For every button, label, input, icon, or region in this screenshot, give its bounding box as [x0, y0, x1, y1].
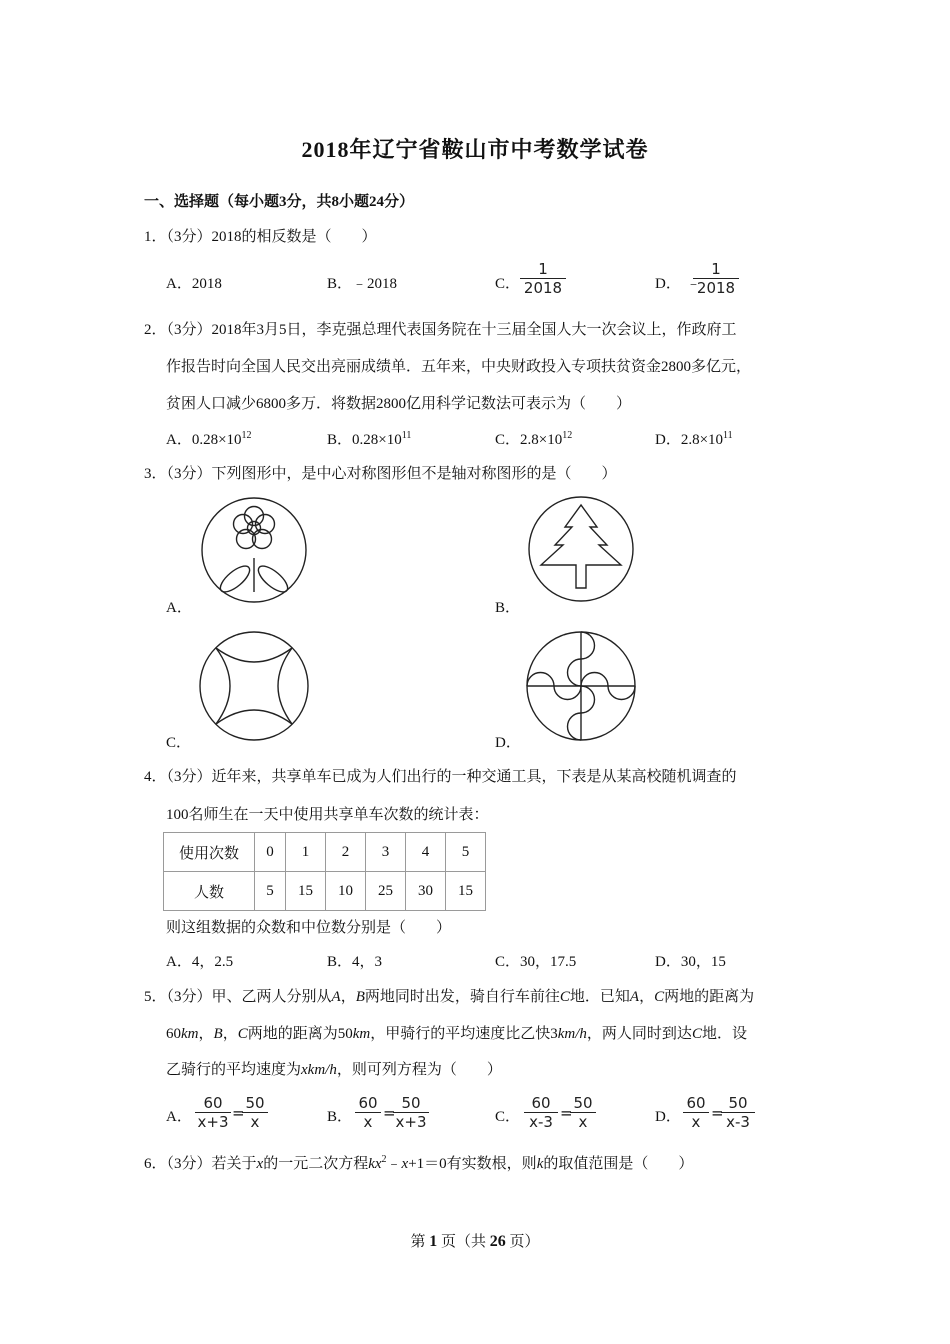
- section-heading: 一、选择题（每小题3分，共8小题24分）: [144, 194, 415, 210]
- q5-text: 60: [166, 1026, 181, 1042]
- q6-var: x: [256, 1156, 264, 1172]
- q5-text: ，: [222, 1026, 238, 1042]
- table-cell: 10: [326, 872, 366, 911]
- usage-statistics-table: [163, 832, 486, 911]
- q6-text: +1＝0有实数根，则: [408, 1156, 537, 1172]
- q5-b-equals: =: [383, 1104, 396, 1122]
- table-cell: 2: [326, 833, 366, 872]
- q6-text: 的取值范围是（ ）: [543, 1156, 694, 1172]
- q5-d-fraction-2: [721, 1094, 755, 1131]
- q5-unit: km: [352, 1026, 371, 1042]
- q5-b-num-2: 50: [401, 1094, 421, 1112]
- table-cell: 30: [406, 872, 446, 911]
- q5-d-equals: =: [711, 1104, 724, 1122]
- q5-unit: km: [181, 1026, 199, 1042]
- q5-text: 两地同时出发，骑自行车前往: [364, 989, 560, 1005]
- table-cell: 5: [446, 833, 486, 872]
- q5-d-den-1: x: [683, 1112, 709, 1131]
- q5-line-2: [166, 1022, 747, 1043]
- q6-var: kx: [368, 1156, 382, 1172]
- q2-line-3: 贫困人口减少6800多万．将数据2800亿用科学记数法可表示为（ ）: [166, 396, 632, 412]
- q6-text: 6．（3分）若关于: [144, 1156, 257, 1172]
- q1-option-b: B．﹣2018: [327, 276, 398, 292]
- table-cell: 0: [255, 833, 286, 872]
- q5-text: ，: [639, 989, 655, 1005]
- q5-text: 地．设: [701, 1026, 747, 1042]
- q5-b-den-1: x: [355, 1112, 381, 1131]
- q6-text: 的一元二次方程: [263, 1156, 369, 1172]
- q2-option-a: [166, 428, 252, 449]
- q2-option-d: [655, 428, 733, 449]
- figure-a-flower: [198, 496, 310, 604]
- figure-b-tree: [525, 495, 637, 603]
- q4-option-c: C．30，17.5: [495, 954, 577, 970]
- q5-text: 两地的距离为50: [247, 1026, 353, 1042]
- q4-option-d: D．30，15: [655, 954, 726, 970]
- footer-total-pages: 26: [489, 1233, 506, 1250]
- table-cell: 4: [406, 833, 446, 872]
- q4-option-b: B．4，3: [327, 954, 383, 970]
- q5-var: xkm/h: [301, 1062, 337, 1078]
- footer-text: 第: [410, 1234, 426, 1250]
- q2-d-base: D．2.8×10: [655, 432, 724, 448]
- q2-b-base: B．0.28×10: [327, 432, 402, 448]
- footer-text: 页（共: [440, 1234, 486, 1250]
- q1-stem: 1．（3分）2018的相反数是（ ）: [144, 229, 377, 245]
- q2-line-2: 作报告时向全国人民交出亮丽成绩单．五年来，中央财政投入专项扶贫资金2800多亿元，: [166, 359, 752, 375]
- q5-option-a-label: A．: [166, 1109, 192, 1125]
- q5-line-1: [144, 985, 754, 1006]
- exam-title: 2018年辽宁省鞍山市中考数学试卷: [301, 137, 649, 162]
- q5-text: ，: [340, 989, 356, 1005]
- q5-var: A: [331, 989, 341, 1005]
- q5-c-fraction-2: [570, 1094, 596, 1131]
- q5-a-equals: =: [232, 1104, 245, 1122]
- q6-var: x: [401, 1156, 409, 1172]
- q5-var: B: [355, 989, 365, 1005]
- q6-var: k: [536, 1156, 544, 1172]
- q2-a-base: A．0.28×10: [166, 432, 242, 448]
- q5-c-den-1: x-3: [524, 1112, 558, 1131]
- q4-line-1: 4．（3分）近年来，共享单车已成为人们出行的一种交通工具，下表是从某高校随机调查的: [144, 769, 737, 785]
- page-footer: [0, 1230, 950, 1251]
- q5-text: 乙骑行的平均速度为: [166, 1062, 302, 1078]
- q5-b-num-1: 60: [358, 1094, 378, 1112]
- figure-c-concave-square: [198, 630, 310, 742]
- q5-var: A: [629, 989, 640, 1005]
- q1-d-denominator: 2018: [693, 278, 739, 297]
- table-row: [164, 872, 486, 911]
- q5-a-den-1: x+3: [195, 1112, 231, 1131]
- q5-text: ，: [198, 1026, 214, 1042]
- table-cell: 15: [446, 872, 486, 911]
- q5-option-b-label: B．: [327, 1109, 353, 1125]
- q4-option-a: A．4，2.5: [166, 954, 234, 970]
- table-cell: 15: [286, 872, 326, 911]
- q1-option-a: A．2018: [166, 276, 222, 292]
- table-row: [164, 833, 486, 872]
- q3-option-c: C．: [166, 735, 192, 751]
- table-cell: 25: [366, 872, 406, 911]
- q2-option-c: [495, 428, 572, 449]
- q2-c-exponent: 12: [562, 430, 573, 441]
- footer-text: 页）: [509, 1234, 540, 1250]
- q5-c-num-1: 60: [531, 1094, 551, 1112]
- q5-a-num-2: 50: [245, 1094, 265, 1112]
- q2-c-base: C．2.8×10: [495, 432, 563, 448]
- q5-text: 5．（3分）甲、乙两人分别从: [144, 989, 332, 1005]
- q3-option-a: A．: [166, 600, 192, 616]
- q5-d-den-2: x-3: [721, 1112, 755, 1131]
- q5-var: C: [691, 1026, 702, 1042]
- q5-option-c-label: C．: [495, 1109, 521, 1125]
- q1-option-d-label: D．: [655, 276, 681, 292]
- q2-b-exponent: 11: [401, 430, 412, 441]
- q2-line-1: 2．（3分）2018年3月5日，李克强总理代表国务院在十三届全国人大一次会议上，作政府工: [144, 322, 737, 338]
- q4-question: 则这组数据的众数和中位数分别是（ ）: [166, 920, 452, 936]
- table-cell: 3: [366, 833, 406, 872]
- q3-stem: 3．（3分）下列图形中，是中心对称图形但不是轴对称图形的是（ ）: [144, 466, 617, 482]
- q5-var: B: [213, 1026, 223, 1042]
- q5-a-num-1: 60: [203, 1094, 223, 1112]
- q3-option-b: B．: [495, 600, 521, 616]
- q5-text: 地．已知: [569, 989, 630, 1005]
- q1-c-numerator: 1: [538, 260, 548, 278]
- q5-text: ，则可列方程为（ ）: [336, 1062, 502, 1078]
- q5-var: C: [654, 989, 665, 1005]
- table-cell: 人数: [164, 872, 255, 911]
- q5-d-num-2: 50: [728, 1094, 748, 1112]
- q5-b-fraction-1: [355, 1094, 381, 1131]
- q5-c-equals: =: [560, 1104, 573, 1122]
- q1-option-d-fraction: [693, 260, 739, 297]
- q2-option-b: [327, 428, 411, 449]
- q6-stem: [144, 1152, 693, 1173]
- footer-page-number: 1: [429, 1233, 438, 1250]
- table-cell: 使用次数: [164, 833, 255, 872]
- q5-text: ，甲骑行的平均速度比乙快3: [370, 1026, 558, 1042]
- q5-c-den-2: x: [570, 1112, 596, 1131]
- q5-text: 两地的距离为: [664, 989, 755, 1005]
- q5-option-d-label: D．: [655, 1109, 681, 1125]
- table-cell: 1: [286, 833, 326, 872]
- q1-option-c-fraction: [520, 260, 566, 297]
- q5-a-den-2: x: [242, 1112, 268, 1131]
- q4-line-2: 100名师生在一天中使用共享单车次数的统计表：: [166, 807, 489, 823]
- q5-text: ，两人同时到达: [586, 1026, 692, 1042]
- q5-unit: km/h: [557, 1026, 587, 1042]
- q1-option-c-label: C．: [495, 276, 521, 292]
- q5-line-3: [166, 1058, 502, 1079]
- q2-a-exponent: 12: [241, 430, 252, 441]
- q5-b-fraction-2: [393, 1094, 429, 1131]
- q5-var: C: [237, 1026, 248, 1042]
- q6-exponent: 2: [381, 1154, 387, 1165]
- q1-option-d-sign: ﹣: [686, 276, 702, 292]
- q2-d-exponent: 11: [723, 430, 733, 441]
- q5-a-fraction-1: [195, 1094, 231, 1131]
- q1-d-numerator: 1: [711, 260, 721, 278]
- q5-c-num-2: 50: [573, 1094, 593, 1112]
- q5-var: C: [559, 989, 570, 1005]
- q5-b-den-2: x+3: [393, 1112, 429, 1131]
- q6-text: ﹣: [386, 1156, 402, 1172]
- q5-c-fraction-1: [524, 1094, 558, 1131]
- figure-d-pinwheel: [525, 630, 637, 742]
- q5-a-fraction-2: [242, 1094, 268, 1131]
- table-cell: 5: [255, 872, 286, 911]
- q5-d-num-1: 60: [686, 1094, 706, 1112]
- q1-c-denominator: 2018: [520, 278, 566, 297]
- q5-d-fraction-1: [683, 1094, 709, 1131]
- q3-option-d: D．: [495, 735, 521, 751]
